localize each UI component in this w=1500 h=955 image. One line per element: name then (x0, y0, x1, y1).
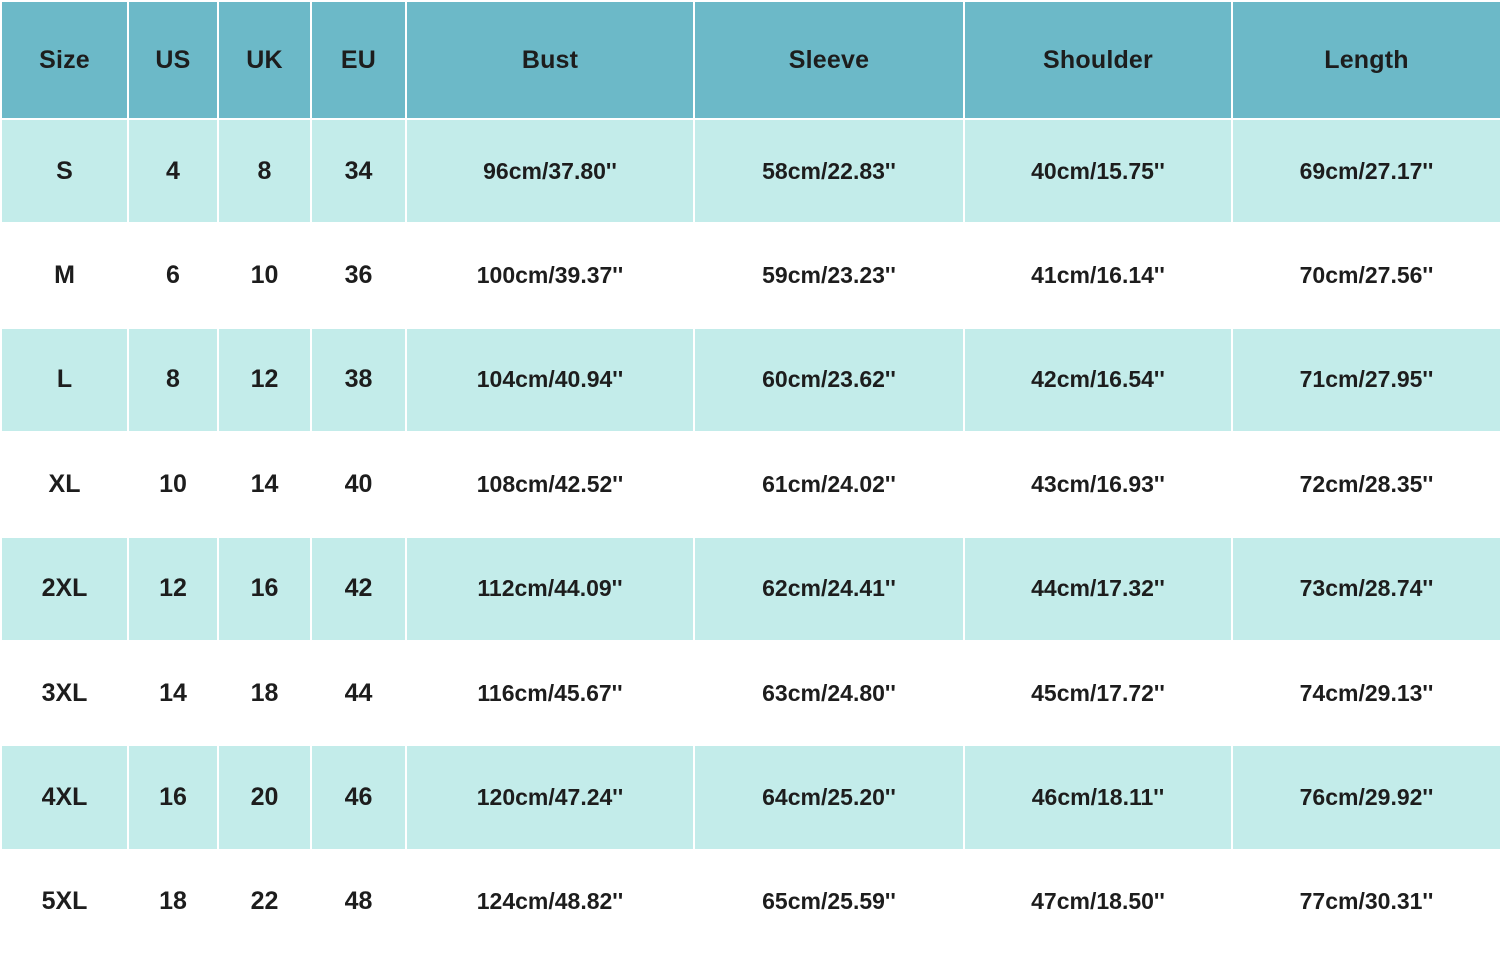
cell-us: 8 (128, 328, 218, 432)
cell-uk: 16 (218, 537, 311, 641)
cell-length: 70cm/27.56'' (1232, 223, 1500, 327)
cell-size: 2XL (1, 537, 128, 641)
table-row (1, 328, 1500, 432)
table-row (1, 641, 1500, 745)
cell-size: 5XL (1, 850, 128, 954)
cell-length: 74cm/29.13'' (1232, 641, 1500, 745)
cell-sleeve: 62cm/24.41'' (694, 537, 964, 641)
cell-us: 12 (128, 537, 218, 641)
cell-size: S (1, 119, 128, 223)
cell-eu: 36 (311, 223, 406, 327)
cell-length: 69cm/27.17'' (1232, 119, 1500, 223)
cell-length: 73cm/28.74'' (1232, 537, 1500, 641)
cell-shoulder: 44cm/17.32'' (964, 537, 1232, 641)
cell-bust: 100cm/39.37'' (406, 223, 694, 327)
header-row (1, 1, 1500, 119)
cell-length: 76cm/29.92'' (1232, 745, 1500, 849)
column-header-size: Size (1, 1, 128, 119)
cell-uk: 8 (218, 119, 311, 223)
cell-uk: 12 (218, 328, 311, 432)
cell-bust: 108cm/42.52'' (406, 432, 694, 536)
cell-shoulder: 42cm/16.54'' (964, 328, 1232, 432)
cell-sleeve: 60cm/23.62'' (694, 328, 964, 432)
cell-us: 18 (128, 850, 218, 954)
cell-size: L (1, 328, 128, 432)
cell-sleeve: 59cm/23.23'' (694, 223, 964, 327)
cell-us: 6 (128, 223, 218, 327)
cell-sleeve: 61cm/24.02'' (694, 432, 964, 536)
cell-shoulder: 43cm/16.93'' (964, 432, 1232, 536)
cell-size: M (1, 223, 128, 327)
column-header-eu: EU (311, 1, 406, 119)
table-row (1, 432, 1500, 536)
cell-eu: 44 (311, 641, 406, 745)
cell-eu: 38 (311, 328, 406, 432)
cell-shoulder: 46cm/18.11'' (964, 745, 1232, 849)
cell-size: 3XL (1, 641, 128, 745)
cell-bust: 104cm/40.94'' (406, 328, 694, 432)
cell-us: 4 (128, 119, 218, 223)
cell-shoulder: 45cm/17.72'' (964, 641, 1232, 745)
column-header-us: US (128, 1, 218, 119)
cell-uk: 22 (218, 850, 311, 954)
cell-bust: 112cm/44.09'' (406, 537, 694, 641)
column-header-bust: Bust (406, 1, 694, 119)
cell-uk: 14 (218, 432, 311, 536)
cell-shoulder: 41cm/16.14'' (964, 223, 1232, 327)
cell-sleeve: 58cm/22.83'' (694, 119, 964, 223)
column-header-sleeve: Sleeve (694, 1, 964, 119)
cell-eu: 40 (311, 432, 406, 536)
column-header-uk: UK (218, 1, 311, 119)
cell-sleeve: 63cm/24.80'' (694, 641, 964, 745)
cell-sleeve: 65cm/25.59'' (694, 850, 964, 954)
cell-uk: 20 (218, 745, 311, 849)
cell-eu: 42 (311, 537, 406, 641)
cell-bust: 116cm/45.67'' (406, 641, 694, 745)
table-row (1, 850, 1500, 954)
cell-us: 14 (128, 641, 218, 745)
cell-bust: 96cm/37.80'' (406, 119, 694, 223)
cell-uk: 18 (218, 641, 311, 745)
cell-length: 77cm/30.31'' (1232, 850, 1500, 954)
column-header-length: Length (1232, 1, 1500, 119)
cell-bust: 124cm/48.82'' (406, 850, 694, 954)
cell-sleeve: 64cm/25.20'' (694, 745, 964, 849)
table-row (1, 537, 1500, 641)
cell-length: 72cm/28.35'' (1232, 432, 1500, 536)
table-row (1, 119, 1500, 223)
cell-us: 16 (128, 745, 218, 849)
cell-bust: 120cm/47.24'' (406, 745, 694, 849)
cell-eu: 48 (311, 850, 406, 954)
cell-eu: 46 (311, 745, 406, 849)
cell-uk: 10 (218, 223, 311, 327)
cell-size: 4XL (1, 745, 128, 849)
cell-shoulder: 47cm/18.50'' (964, 850, 1232, 954)
cell-us: 10 (128, 432, 218, 536)
column-header-shoulder: Shoulder (964, 1, 1232, 119)
cell-size: XL (1, 432, 128, 536)
cell-eu: 34 (311, 119, 406, 223)
table-row (1, 223, 1500, 327)
cell-shoulder: 40cm/15.75'' (964, 119, 1232, 223)
table-body (1, 119, 1500, 954)
table-header (1, 1, 1500, 119)
table-row (1, 745, 1500, 849)
cell-length: 71cm/27.95'' (1232, 328, 1500, 432)
